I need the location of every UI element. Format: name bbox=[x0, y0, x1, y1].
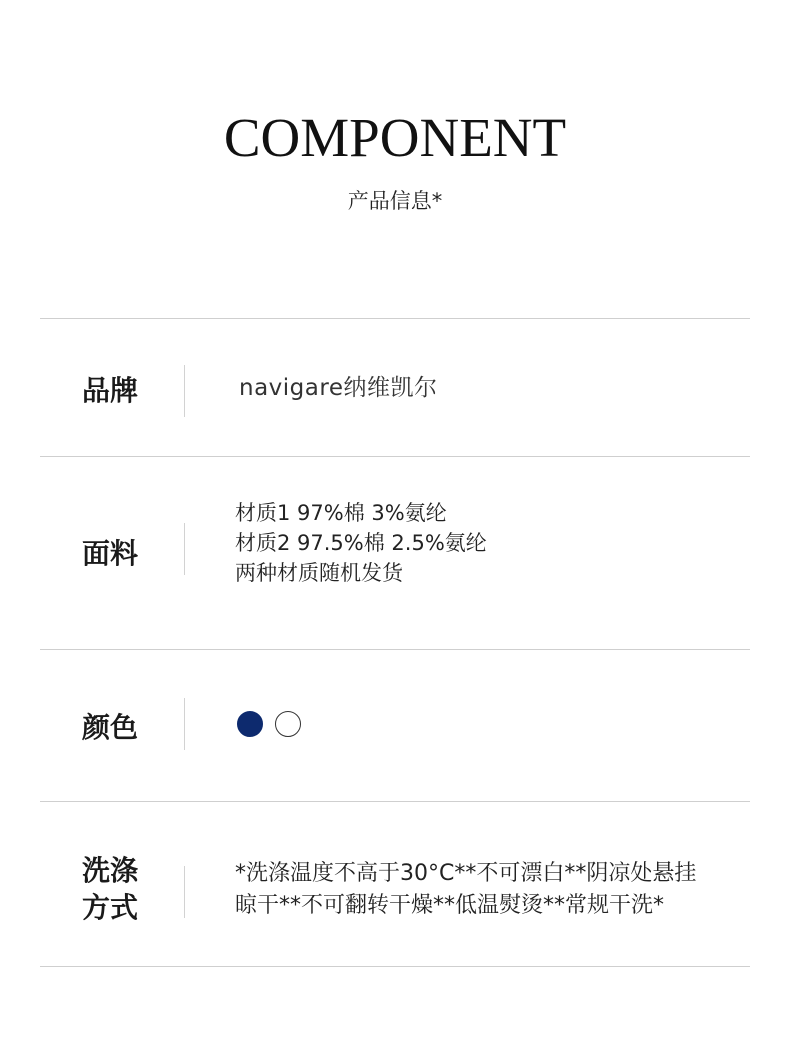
brand-separator bbox=[184, 365, 185, 417]
page-title: COMPONENT bbox=[223, 107, 567, 168]
color-label: 颜色 bbox=[82, 711, 139, 744]
divider-top bbox=[40, 318, 750, 319]
color-swatch-navy bbox=[237, 711, 263, 737]
care-line-2: 晾干**不可翻转干燥**低温熨烫**常规干洗* bbox=[235, 893, 665, 918]
care-line-1: *洗涤温度不高于30°C**不可漂白**阴凉处悬挂 bbox=[235, 861, 697, 886]
color-swatch-white bbox=[275, 711, 301, 737]
fabric-separator bbox=[184, 523, 185, 575]
page-subtitle: 产品信息* bbox=[347, 189, 443, 213]
divider-brand bbox=[40, 456, 750, 457]
fabric-line-3: 两种材质随机发货 bbox=[235, 561, 403, 585]
care-label-line-2: 方式 bbox=[82, 891, 139, 924]
brand-value: navigare纳维凯尔 bbox=[239, 375, 438, 401]
divider-color bbox=[40, 801, 750, 802]
care-label-line-1: 洗涤 bbox=[82, 854, 139, 887]
fabric-label: 面料 bbox=[82, 537, 139, 570]
fabric-line-1: 材质1 97%棉 3%氨纶 bbox=[235, 501, 447, 525]
brand-label: 品牌 bbox=[82, 374, 139, 407]
divider-fabric bbox=[40, 649, 750, 650]
divider-bottom bbox=[40, 966, 750, 967]
color-separator bbox=[184, 698, 185, 750]
fabric-line-2: 材质2 97.5%棉 2.5%氨纶 bbox=[235, 531, 487, 555]
care-separator bbox=[184, 866, 185, 918]
